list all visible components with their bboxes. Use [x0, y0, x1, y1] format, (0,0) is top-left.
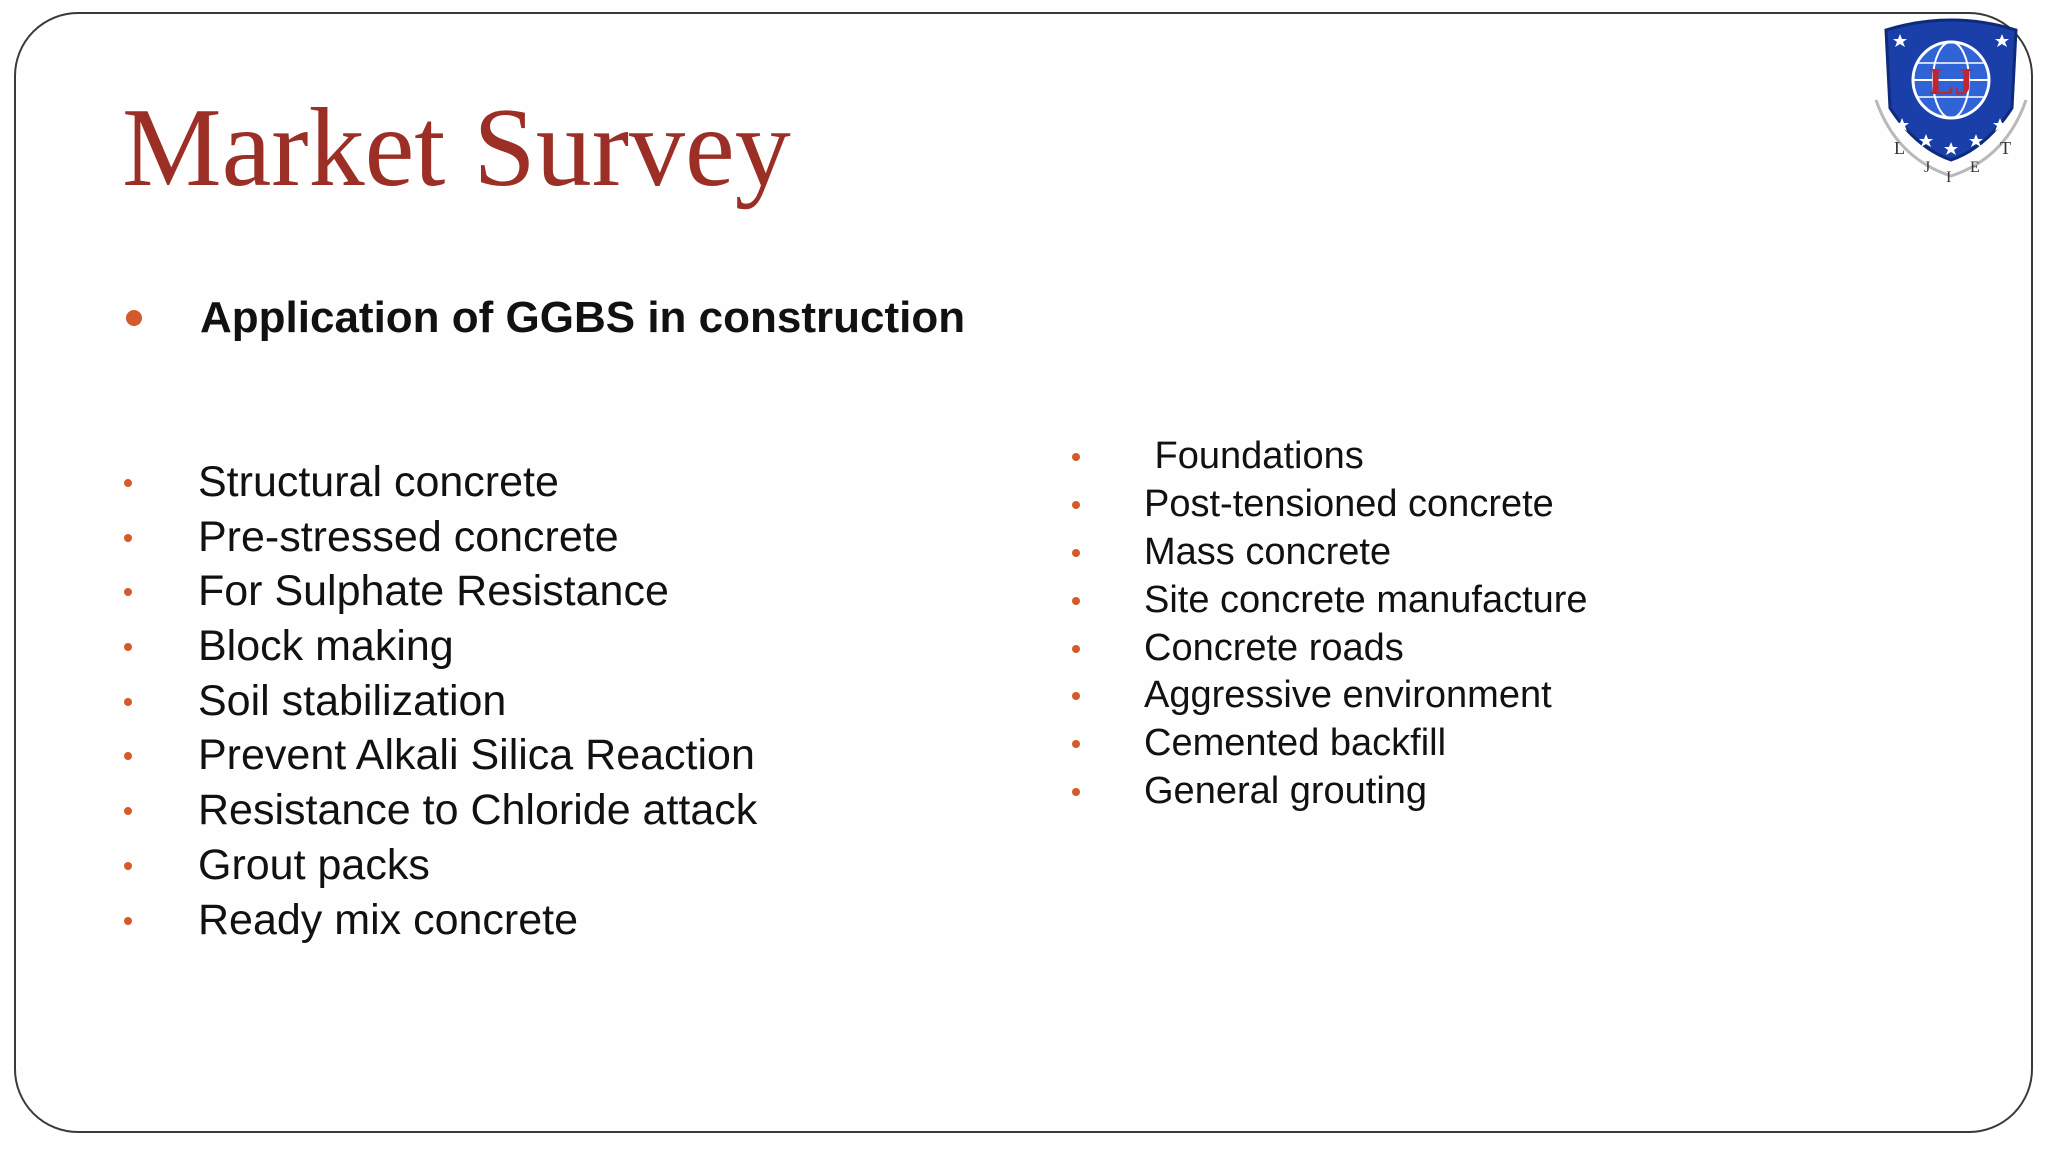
list-item: [1070, 768, 1588, 816]
list-item-text: Aggressive environment: [1144, 674, 1552, 717]
svg-text:LJ: LJ: [1928, 61, 1974, 103]
list-item-text: Pre-stressed concrete: [198, 512, 619, 561]
list-item: [1070, 577, 1588, 625]
bullet-dot-icon: [124, 917, 132, 925]
list-item-text: Post-tensioned concrete: [1144, 482, 1554, 525]
logo-letter-i: I: [1946, 169, 1952, 186]
lj-institute-crest-icon: [1866, 8, 2036, 198]
bullet-dot-icon: [124, 807, 132, 815]
bullet-dot-icon: [1072, 692, 1080, 700]
logo-letter-e: E: [1970, 159, 1980, 176]
bullet-dot-icon: [1072, 453, 1080, 461]
list-item: [1070, 625, 1588, 673]
list-item: [124, 510, 757, 565]
list-item-text: Cemented backfill: [1144, 722, 1447, 765]
list-item-text: Resistance to Chloride attack: [198, 786, 758, 835]
bullet-dot-icon: [124, 643, 132, 651]
bullet-dot-icon: [1072, 597, 1080, 605]
list-item-text: General grouting: [1144, 770, 1428, 813]
bullet-dot-icon: [124, 862, 132, 870]
list-item: [1070, 720, 1588, 768]
list-item-text: Mass concrete: [1144, 530, 1392, 573]
list-item-text: Block making: [198, 622, 454, 671]
list-item: [124, 728, 757, 783]
section-heading-text: Application of GGBS in construction: [200, 293, 966, 342]
bullet-dot-icon: [124, 752, 132, 760]
list-item-text: Foundations: [1144, 435, 1364, 477]
list-item: [1070, 433, 1588, 481]
bullet-dot-icon: [1072, 501, 1080, 509]
logo-letter-j: J: [1924, 159, 1931, 176]
list-item: [124, 455, 757, 510]
bullet-dot-icon: [124, 479, 132, 487]
bullet-dot-icon: [124, 588, 132, 596]
bullet-dot-icon: [1072, 645, 1080, 653]
bullet-dot-icon: [1072, 549, 1080, 557]
list-item: [124, 838, 757, 893]
bullet-dot-icon: [1072, 788, 1080, 796]
list-item: [124, 564, 757, 619]
logo-letter-t: T: [2000, 138, 2011, 158]
logo-letter-l: L: [1894, 138, 1905, 158]
list-item-text: For Sulphate Resistance: [198, 567, 669, 616]
list-item: [124, 783, 757, 838]
list-item: [124, 893, 757, 948]
list-item: [124, 674, 757, 729]
bullet-dot-icon: [124, 698, 132, 706]
list-item: [1070, 481, 1588, 529]
list-item: [1070, 672, 1588, 720]
right-bullet-list: [1070, 433, 1588, 816]
list-item-text: Site concrete manufacture: [1144, 578, 1588, 621]
list-item-text: Structural concrete: [198, 458, 559, 506]
list-item-text: Ready mix concrete: [198, 895, 578, 944]
list-item-text: Prevent Alkali Silica Reaction: [198, 731, 755, 780]
list-item-text: Grout packs: [198, 840, 430, 889]
list-item-text: Soil stabilization: [198, 676, 507, 725]
list-item: [124, 619, 757, 674]
bullet-dot-icon: [124, 534, 132, 542]
list-item-text: Concrete roads: [1144, 626, 1404, 669]
bullet-dot-icon: [126, 310, 142, 326]
slide-title: Market Survey: [122, 86, 791, 210]
bullet-dot-icon: [1072, 740, 1080, 748]
left-bullet-list: [124, 455, 757, 947]
list-item: [1070, 529, 1588, 577]
